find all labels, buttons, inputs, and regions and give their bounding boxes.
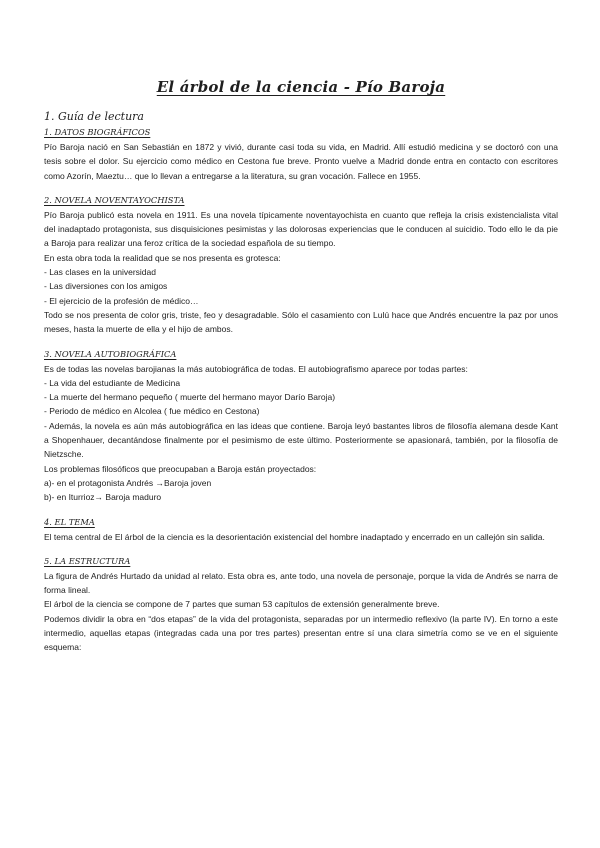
paragraph: El tema central de El árbol de la ciencia es la desorientación existencial del hombre inadaptado y encerrado en un callejón sin salida. bbox=[44, 531, 545, 542]
list-item: - La vida del estudiante de Medicina bbox=[44, 377, 181, 388]
guide-heading: 1. Guía de lectura bbox=[44, 110, 144, 123]
list-item: a)- en el protagonista Andrés →Baroja joven bbox=[44, 477, 212, 488]
paragraph: La figura de Andrés Hurtado da unidad al relato. Esta obra es, ante todo, una novela de personaje, porque la vida de Andrés se narra de forma lineal. bbox=[44, 570, 558, 596]
section-heading-datos: 1. DATOS BIOGRÁFICOS bbox=[44, 127, 151, 137]
list-item: - Las clases en la universidad bbox=[44, 267, 156, 278]
section-heading-tema: 4. EL TEMA bbox=[44, 516, 95, 527]
section-heading-novela98: 2. NOVELA NOVENTAYOCHISTA bbox=[44, 194, 185, 205]
paragraph: Pío Baroja nació en San Sebastián en 1872 y vivió, durante casi toda su vida, en Madrid. Allí estudió medicina y se doctoró con una tesis sobre el dolor. Su ejercicio como médico en Cestona fue breve. Pronto vuelve a Madrid donde entra en contacto con escritores como Azorín, Maeztu… que lo llevan a entregarse a la literatura, su gran vocación. Fallece en 1955. bbox=[44, 142, 558, 181]
list-item: - Las diversiones con los amigos bbox=[44, 281, 168, 292]
document-page bbox=[44, 78, 558, 655]
paragraph: - Además, la novela es aún más autobiográfica en las ideas que contiene. Baroja leyó bastantes libros de filosofía alemana desde Kant a Shopenhauer, decantándose finalmente por el pesimismo de este último. Posteriormente se apasionará, también, por la filosofía de Nietzsche. bbox=[44, 420, 558, 460]
section-heading-estructura: 5. LA ESTRUCTURA bbox=[44, 555, 131, 566]
list-item: - Periodo de médico en Alcolea ( fue médico en Cestona) bbox=[44, 406, 260, 417]
paragraph: Pío Baroja publicó esta novela en 1911. Es una novela típicamente noventayochista en cuanto que refleja la crisis existencialista vital del inadaptado protagonista, sus disquisiciones pesimistas y las dolorosas experiencias que le conducen al suicidio. Todo ello le da pie a Baroja para realizar una feroz crítica de la sociedad española de su tiempo. bbox=[44, 209, 558, 249]
paragraph: Es de todas las novelas barojianas la más autobiográfica de todas. El autobiografismo aparece por todas partes: bbox=[44, 363, 468, 374]
section-heading-autobio: 3. NOVELA AUTOBIOGRÁFICA bbox=[44, 348, 177, 359]
paragraph: Los problemas filosóficos que preocupaban a Baroja están proyectados: bbox=[44, 463, 317, 474]
document-title: El árbol de la ciencia - Pío Baroja bbox=[156, 78, 446, 96]
paragraph: Podemos dividir la obra en “dos etapas” de la vida del protagonista, separadas por un intermedio reflexivo (la parte IV). En torno a este intermedio, aquellas etapas (integradas cada una por tres partes) presentan entre sí una clara simetría como se ve en el siguiente esquema: bbox=[44, 613, 558, 653]
list-item: - El ejercicio de la profesión de médico… bbox=[44, 295, 199, 306]
paragraph: El árbol de la ciencia se compone de 7 partes que suman 53 capítulos de extensión generalmente breve. bbox=[44, 599, 440, 610]
paragraph: Todo se nos presenta de color gris, triste, feo y desagradable. Sólo el casamiento con Lulú hace que Andrés encuentre la paz por unos meses, hasta la muerte de ella y el hijo de ambos. bbox=[44, 309, 558, 335]
paragraph: En esta obra toda la realidad que se nos presenta es grotesca: bbox=[44, 252, 281, 263]
list-item: b)- en Iturrioz→ Baroja maduro bbox=[44, 492, 162, 503]
list-item: - La muerte del hermano pequeño ( muerte del hermano mayor Darío Baroja) bbox=[44, 392, 336, 403]
